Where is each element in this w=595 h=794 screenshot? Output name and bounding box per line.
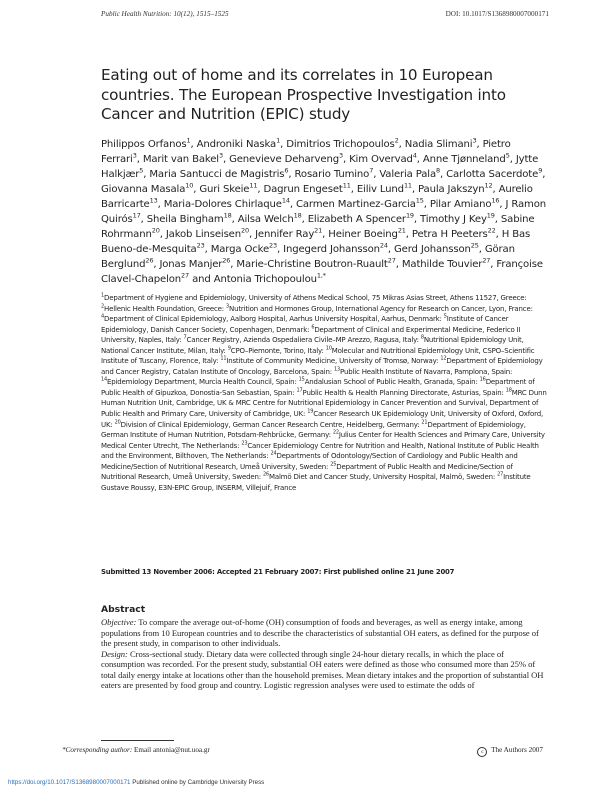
author-affiliation-ref: 19 xyxy=(405,211,414,220)
affiliation-number: 2 xyxy=(101,303,105,310)
affiliation-text: Department of Epidemiology, German Institute of Human Nutrition, Potsdam-Rehbrücke, Germany: xyxy=(101,420,526,440)
author-affiliation-ref: 16 xyxy=(491,196,500,205)
author-name: Androniki Naska xyxy=(196,139,277,150)
author-affiliation-ref: 21 xyxy=(314,226,323,235)
submission-dates: Submitted 13 November 2006: Accepted 21 February 2007: First published online 21 June 2007 xyxy=(101,568,455,576)
affiliation-number: 16 xyxy=(479,377,486,384)
author-affiliation-ref: 3 xyxy=(338,151,343,160)
author-name: Marit van Bakel xyxy=(142,154,219,165)
affiliation-text: Molecular and Nutritional Epidemiology Unit, CSPO–Scientific Institute of Tuscany, Florence, Italy: xyxy=(101,346,535,366)
affiliation-number: 11 xyxy=(220,355,227,362)
objective-label: Objective: xyxy=(101,617,137,627)
author-name: Eiliv Lund xyxy=(356,184,404,195)
affiliation-number: 21 xyxy=(421,419,428,426)
affiliation-text: Nutrition and Hormones Group, International Agency for Research on Cancer, Lyon, France: xyxy=(229,304,533,313)
author-affiliation-ref: 11 xyxy=(249,181,258,190)
author-name: Gerd Johansson xyxy=(394,244,471,255)
corresponding-author xyxy=(62,746,210,754)
author-affiliation-ref: 9 xyxy=(538,166,543,175)
author-affiliation-ref: 26 xyxy=(145,256,154,265)
affiliation-number: 8 xyxy=(420,334,424,341)
author-affiliation-ref: 20 xyxy=(151,226,160,235)
author-affiliation-ref: 8 xyxy=(436,166,440,175)
author-affiliation-ref: 6 xyxy=(284,166,289,175)
author-affiliation-ref: 14 xyxy=(281,196,290,205)
affiliation-number: 5 xyxy=(443,313,447,320)
affiliation-number: 15 xyxy=(298,377,305,384)
author-name: Heiner Boeing xyxy=(328,229,398,240)
affiliation-text: Public Health & Health Planning Directorate, Asturias, Spain: xyxy=(302,388,504,397)
author-affiliation-ref: 13 xyxy=(149,196,158,205)
abstract-text xyxy=(101,617,546,691)
author-name: Dagrun Engeset xyxy=(263,184,343,195)
author-name: Sheila Bingham xyxy=(146,214,224,225)
author-name: Jennifer Ray xyxy=(255,229,315,240)
author-affiliation-ref: 10 xyxy=(185,181,194,190)
affiliation-text: Epidemiology Department, Murcia Health Council, Spain: xyxy=(107,378,297,387)
author-and: and xyxy=(192,274,214,285)
affiliation-text: Departments of Odontology/Section of Cardiology and Public Health and Medicine/Section of Nutritional Research, Umeå University, Sweden: xyxy=(101,452,518,471)
affiliation-text: Department of Public Health and Medicine/Section of Nutritional Research, Umeå University, Sweden: xyxy=(101,462,513,482)
copyright-text: The Authors 2007 xyxy=(491,746,543,754)
author-name: Philippos Orfanos xyxy=(101,139,187,150)
design-text: Cross-sectional study. Dietary data were collected through single 24-hour dietary recalls, in which the place of consumption was recorded. For the present study, substantial OH eaters were defined as those who consumed more than 25% of total daily energy intake at locations other than the household premises. Mean dietary intakes and the proportion of substantial OH eaters are presented by food group and country. Logistic regression analyses were used to estimate the odds of xyxy=(101,648,544,690)
corresponding-label: *Corresponding author: xyxy=(62,746,133,754)
author-name: Guri Skeie xyxy=(199,184,250,195)
affiliation-number: 7 xyxy=(183,334,187,341)
affiliation-text: Department of Public Health of Gipuzkoa, Donostia-San Sebastian, Spain: xyxy=(101,378,535,397)
author-name: Göran Berglund xyxy=(101,244,515,270)
affiliation-number: 17 xyxy=(296,387,303,394)
author-name: Maria-Dolores Chirlaque xyxy=(163,199,282,210)
affiliation-text: Malmö Diet and Cancer Study, University Hospital, Malmö, Sweden: xyxy=(269,473,496,482)
author-affiliation-ref: 27 xyxy=(482,256,491,265)
author-name: Ingegerd Johansson xyxy=(283,244,380,255)
affiliation-number: 9 xyxy=(227,345,231,352)
affiliation-number: 22 xyxy=(332,429,339,436)
author-affiliation-ref: 18 xyxy=(223,211,232,220)
affiliation-text: MRC Dunn Human Nutrition Unit, Cambridge, UK & MRC Centre for Nutritional Epidemiology in Cancer Prevention and Survival, Department of Public Health and Primary Care, University of Cambridge, UK: xyxy=(101,388,547,419)
author-affiliation-ref: 15 xyxy=(415,196,424,205)
author-affiliation-ref: 18 xyxy=(293,211,302,220)
affiliations xyxy=(101,293,548,493)
author-affiliation-ref: 5 xyxy=(505,151,510,160)
author-affiliation-ref: 24 xyxy=(379,241,388,250)
author-name: Aurelio Barricarte xyxy=(101,184,533,210)
author-affiliation-ref: 27 xyxy=(387,256,396,265)
author-affiliation-ref: 26 xyxy=(222,256,231,265)
page-footer xyxy=(8,779,264,786)
author-name: Ailsa Welch xyxy=(237,214,294,225)
author-name: Nadia Slimani xyxy=(404,139,473,150)
author-name: Pietro Ferrari xyxy=(101,139,511,165)
copyright-icon: c xyxy=(477,747,487,757)
copyright-notice xyxy=(477,746,543,757)
author-name: Valeria Pala xyxy=(379,169,436,180)
author-name: Jytte Halkjær xyxy=(101,154,539,180)
affiliation-text: Public Health Institute of Navarra, Pamplona, Spain: xyxy=(340,367,513,376)
author-name: Antonia Trichopoulou xyxy=(213,274,317,285)
objective-text: To compare the average out-of-home (OH) consumption of foods and beverages, as well as energy intake, among populations from 10 European countries and to describe the characteristics of substantial OH eaters, as defined for the purpose of the present study, in comparison to other individuals. xyxy=(101,617,539,648)
affiliation-text: Department of Hygiene and Epidemiology, University of Athens Medical School, 75 Mikras Asias Street, Athens 11527, Greece: xyxy=(104,294,527,302)
affiliation-number: 23 xyxy=(241,440,248,447)
affiliation-number: 13 xyxy=(334,366,341,373)
affiliation-text: Institute Gustave Roussy, E3N-EPIC Group, INSERM, Villejuif, France xyxy=(101,473,531,492)
author-name: Dimitrios Trichopoulos xyxy=(286,139,395,150)
affiliation-number: 27 xyxy=(497,471,504,478)
journal-citation: Public Health Nutrition: 10(12), 1515–1525 xyxy=(101,10,229,18)
author-affiliation-ref: 11 xyxy=(403,181,412,190)
affiliation-text: Division of Clinical Epidemiology, German Cancer Research Centre, Heidelberg, Germany: xyxy=(120,420,420,429)
doi-link[interactable]: https://doi.org/10.1017/S1368980007000171 xyxy=(8,779,131,786)
author-affiliation-ref: 23 xyxy=(196,241,205,250)
author-name: Françoise Clavel-Chapelon xyxy=(101,259,543,285)
affiliation-text: CPO–Piemonte, Torino, Italy: xyxy=(230,346,324,355)
affiliation-text: Department of Clinical Epidemiology, Aalborg Hospital, Aarhus University Hospital, Aarhus, Denmark: xyxy=(104,315,442,324)
design-label: Design: xyxy=(101,648,128,659)
author-name: Mathilde Touvier xyxy=(401,259,483,270)
author-affiliation-ref: 19 xyxy=(486,211,495,220)
author-affiliation-ref: 1 xyxy=(276,136,281,145)
affiliation-text: Cancer Registry, Azienda Ospedaliera Civile–MP Arezzo, Ragusa, Italy: xyxy=(186,336,419,345)
author-name: Marga Ocke xyxy=(210,244,270,255)
abstract-heading: Abstract xyxy=(101,604,146,615)
affiliation-number: 25 xyxy=(330,461,337,468)
author-list: Philippos Orfanos$^1$, Androniki Naska$^1$, Dimitrios Trichopoulos$^2$, Nadia Slimani$^3$, Pietro Ferrari$^3$, Marit van Bakel$^3$, Genevieve Deharveng$^3$, Kim Overvad$^4$, Anne Tjønneland$^5$, Jytte Halkjær$^5$, Maria Santucci de Magistris$^6$, Rosario Tumino$^7$, Valeria Pala$^8$, Carlotta Sacerdote$^9$, Giovanna Masala$^{10}$, Guri Skeie$^{11}$, Dagrun Engeset$^{11}$, Eiliv Lund$^{11}$, Paula Jakszyn$^{12}$, Aurelio Barricarte$^{13}$, Maria-Dolores Chirlaque$^{14}$, Carmen Martinez-Garcia$^{15}$, Pilar Amiano$^{16}$, J Ramon Quirós$^{17}$, Sheila Bingham$^{18}$, Ailsa Welch$^{18}$, Elizabeth A Spencer$^{19}$, Timothy J Key$^{19}$, Sabine Rohrmann$^{20}$, Jakob Linseisen$^{20}$, Jennifer Ray$^{21}$, Heiner Boeing$^{21}$, Petra H Peeters$^{22}$, H Bas Bueno-de-Mesquita$^{23}$, Marga Ocke$^{23}$, Ingegerd Johansson$^{24}$, Gerd Johansson$^{25}$, Göran Berglund$^{26}$, Jonas Manjer$^{26}$, Marie-Christine Boutron-Ruault$^{27}$, Mathilde Touvier$^{27}$, Françoise Clavel-Chapelon$^{27}$ and Antonia Trichopoulou$^{1,*}$ xyxy=(101,136,547,285)
affiliation-text: Cancer Epidemiology Centre for Nutrition and Health, National Institute of Public Health and the Environment, Bilthoven, The Netherlands: xyxy=(101,441,539,461)
affiliation-number: 12 xyxy=(440,355,447,362)
affiliation-text: Department of Clinical and Experimental Medicine, Federico II University, Naples, Italy: xyxy=(101,325,521,345)
author-name: Maria Santucci de Magistris xyxy=(149,169,285,180)
author-name: Carmen Martinez-Garcia xyxy=(295,199,416,210)
author-name: Pilar Amiano xyxy=(429,199,492,210)
affiliation-text: Andalusian School of Public Health, Granada, Spain: xyxy=(304,378,478,387)
author-name: Elizabeth A Spencer xyxy=(307,214,406,225)
author-affiliation-ref: 25 xyxy=(470,241,479,250)
affiliation-text: Institute of Cancer Epidemiology, Danish Cancer Society, Copenhagen, Denmark: xyxy=(101,315,509,334)
affiliation-number: 20 xyxy=(114,419,121,426)
author-name: Timothy J Key xyxy=(420,214,487,225)
affiliation-text: Julius Center for Health Sciences and Primary Care, University Medical Center Utrecht, The Netherlands: xyxy=(101,431,545,450)
author-affiliation-ref: 22 xyxy=(487,226,496,235)
affiliation-text: Hellenic Health Foundation, Greece: xyxy=(104,304,224,313)
publisher-text: Published online by Cambridge University Press xyxy=(132,779,265,786)
author-affiliation-ref: 3 xyxy=(132,151,137,160)
affiliation-number: 6 xyxy=(311,324,315,331)
author-affiliation-ref: 12 xyxy=(484,181,493,190)
corresponding-email[interactable]: Email antonia@nut.uoa.gr xyxy=(134,746,210,754)
author-affiliation-ref: 1,* xyxy=(316,271,326,280)
author-name: Genevieve Deharveng xyxy=(229,154,339,165)
doi-header: DOI: 10.1017/S1368980007000171 xyxy=(445,10,549,18)
affiliation-number: 18 xyxy=(505,387,512,394)
affiliation-number: 10 xyxy=(325,345,332,352)
author-name: Jonas Manjer xyxy=(159,259,223,270)
author-affiliation-ref: 3 xyxy=(472,136,477,145)
author-name: J Ramon Quirós xyxy=(101,199,547,225)
affiliation-number: 4 xyxy=(101,313,105,320)
author-name: Kim Overvad xyxy=(349,154,413,165)
affiliation-number: 3 xyxy=(226,303,230,310)
author-name: Anne Tjønneland xyxy=(422,154,506,165)
author-affiliation-ref: 3 xyxy=(218,151,223,160)
affiliation-number: 26 xyxy=(262,471,269,478)
author-name: H Bas Bueno-de-Mesquita xyxy=(101,229,531,255)
author-affiliation-ref: 23 xyxy=(269,241,278,250)
author-name: Marie-Christine Boutron-Ruault xyxy=(236,259,388,270)
author-name: Giovanna Masala xyxy=(101,184,186,195)
author-affiliation-ref: 1 xyxy=(186,136,191,145)
author-name: Carlotta Sacerdote xyxy=(446,169,539,180)
author-name: Jakob Linseisen xyxy=(165,229,241,240)
affiliation-text: Nutritional Epidemiology Unit, National Cancer Institute, Milan, Italy: xyxy=(101,336,524,355)
author-name: Paula Jakszyn xyxy=(418,184,485,195)
affiliation-number: 19 xyxy=(307,408,314,415)
author-affiliation-ref: 5 xyxy=(139,166,144,175)
affiliation-number: 1 xyxy=(101,292,105,299)
author-name: Sabine Rohrmann xyxy=(101,214,535,240)
article-title: Eating out of home and its correlates in 10 European countries. The European Prospective Investigation into Cancer and Nutrition (EPIC) study xyxy=(101,66,506,123)
author-affiliation-ref: 17 xyxy=(132,211,141,220)
author-affiliation-ref: 4 xyxy=(412,151,417,160)
author-affiliation-ref: 21 xyxy=(397,226,406,235)
author-name: Petra H Peeters xyxy=(411,229,488,240)
author-affiliation-ref: 7 xyxy=(369,166,374,175)
author-name: Rosario Tumino xyxy=(294,169,370,180)
author-affiliation-ref: 20 xyxy=(240,226,249,235)
author-affiliation-ref: 2 xyxy=(394,136,399,145)
affiliation-text: Department of Epidemiology and Cancer Registry, Catalan Institute of Oncology, Barcelona, Spain: xyxy=(101,357,543,376)
affiliation-text: Institute of Community Medicine, University of Tromsø, Norway: xyxy=(226,357,439,366)
affiliation-number: 24 xyxy=(270,450,277,457)
footnote-rule xyxy=(101,740,174,741)
affiliation-number: 14 xyxy=(101,377,108,384)
author-affiliation-ref: 11 xyxy=(342,181,351,190)
author-affiliation-ref: 27 xyxy=(181,271,190,280)
affiliation-text: Cancer Research UK Epidemiology Unit, University of Oxford, Oxford, UK: xyxy=(101,410,544,429)
